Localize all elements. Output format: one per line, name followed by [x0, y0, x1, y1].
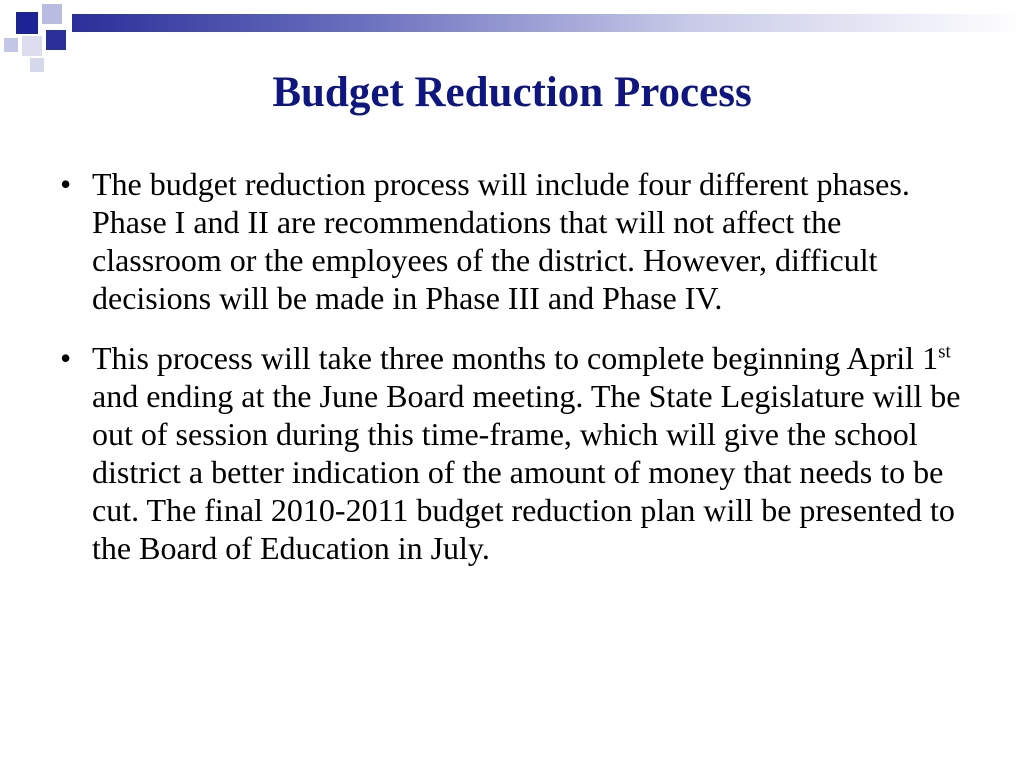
decorative-square-icon — [46, 30, 66, 50]
bullet-icon: • — [60, 166, 72, 202]
bullet-icon: • — [60, 340, 72, 376]
bullet-item-2 — [56, 339, 961, 567]
header-gradient-bar — [72, 14, 1024, 32]
decorative-square-icon — [42, 4, 62, 24]
decorative-square-icon — [16, 12, 38, 34]
bullet-list — [56, 165, 961, 589]
decorative-square-icon — [4, 38, 18, 52]
bullet-item-1 — [56, 165, 961, 317]
bullet-text-part: This process will take three months to complete beginning April 1 — [92, 340, 939, 376]
ordinal-superscript: st — [938, 341, 951, 363]
slide-title: Budget Reduction Process — [272, 69, 752, 116]
bullet-text-part: and ending at the June Board meeting. The State Legislature will be out of session during this time-frame, which will give the school district a better indication of the amount of money that needs to be cut. The final 2010-2011 budget reduction plan will be presented to the Board of Education in July. — [92, 378, 961, 566]
bullet-text — [92, 340, 961, 566]
bullet-text: The budget reduction process will include four different phases. Phase I and II are recommendations that will not affect the classroom or the employees of the district. However, difficult decisions will be made in Phase III and Phase IV. — [92, 166, 910, 316]
decorative-square-icon — [22, 36, 42, 56]
